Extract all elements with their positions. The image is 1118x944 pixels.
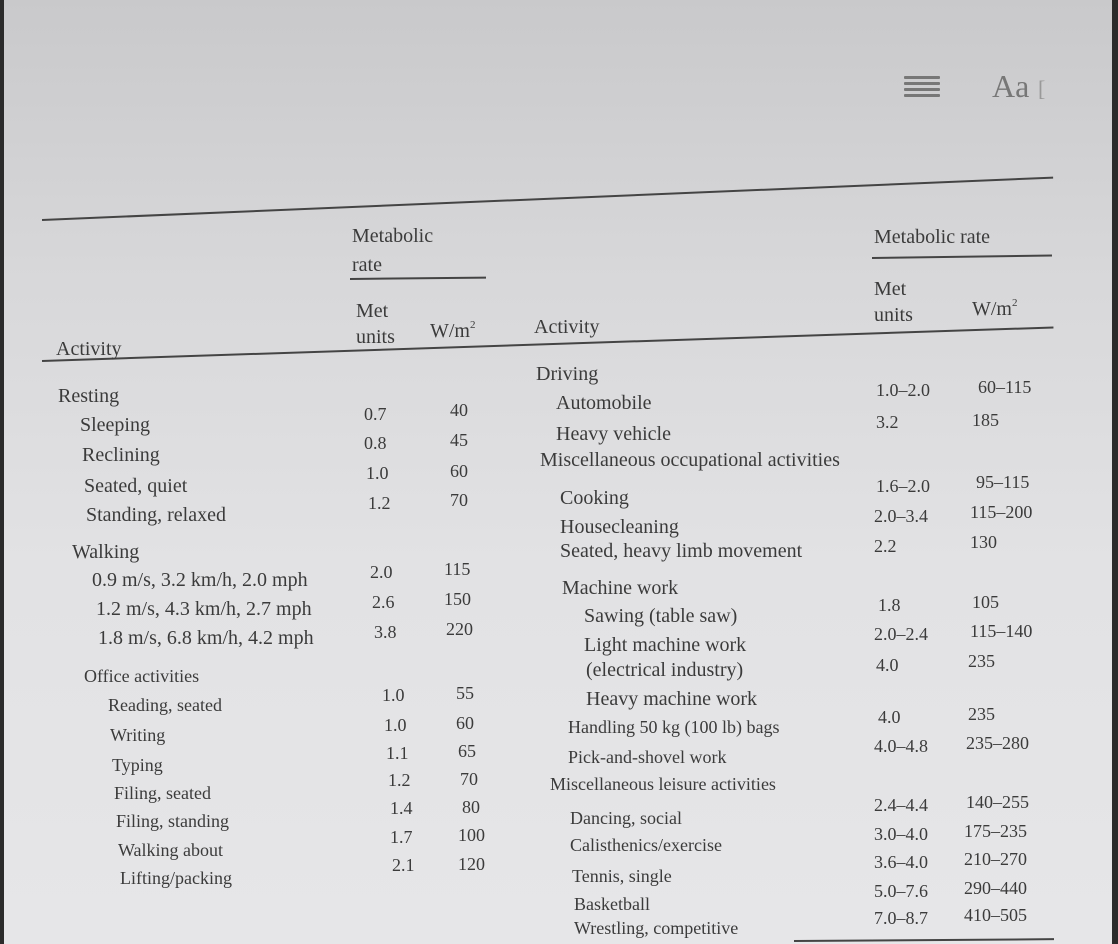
table-row-label: Pick-and-shovel work xyxy=(568,747,727,767)
table-row-label: (electrical industry) xyxy=(586,659,744,681)
right-metabolic-header: Metabolic rate xyxy=(874,226,991,248)
right-met-units-header: Met units xyxy=(874,278,913,326)
table-cell-met: 1.2 xyxy=(368,493,391,513)
table-cell-met: 3.6–4.0 xyxy=(874,852,928,872)
table-cell-met: 1.0–2.0 xyxy=(876,380,930,400)
table-cell-w: 235 xyxy=(968,704,995,724)
list-icon[interactable] xyxy=(904,76,940,98)
table-cell-w: 235 xyxy=(968,651,995,671)
table-cell-w: 60 xyxy=(450,461,468,481)
table-row-label: Machine work xyxy=(562,577,679,599)
table-row-label: Sawing (table saw) xyxy=(584,605,738,627)
table-cell-met: 2.1 xyxy=(392,855,415,875)
table-cell-w: 235–280 xyxy=(966,733,1029,753)
table-row-label: Typing xyxy=(112,755,163,775)
table-cell-w: 55 xyxy=(456,683,474,703)
table-cell-w: 115–200 xyxy=(970,502,1033,522)
table-cell-met: 1.7 xyxy=(390,827,413,847)
table-cell-met: 1.1 xyxy=(386,743,409,763)
left-metabolic-header: Metabolic rate xyxy=(352,225,434,276)
table-cell-met: 4.0 xyxy=(878,707,901,727)
table-top-rule xyxy=(42,177,1053,221)
table-cell-met: 1.2 xyxy=(388,770,411,790)
table-row-label: Basketball xyxy=(574,894,650,914)
left-wm2-header: $W/m^2$ xyxy=(430,319,476,342)
table-cell-met: 3.2 xyxy=(876,412,899,432)
font-size-icon[interactable]: Aa xyxy=(992,68,1030,104)
table-row-label: 1.2 m/s, 4.3 km/h, 2.7 mph xyxy=(96,598,312,620)
table-cell-w: 120 xyxy=(458,854,485,874)
table-cell-met: 1.0 xyxy=(366,463,389,483)
table-row-label: Resting xyxy=(58,385,120,407)
table-cell-w: 150 xyxy=(444,589,471,609)
table-cell-w: 290–440 xyxy=(964,878,1027,898)
table-cell-w: 60 xyxy=(456,713,474,733)
table-cell-w: 70 xyxy=(450,490,468,510)
table-cell-w: 95–115 xyxy=(976,472,1030,492)
table-cell-met: 1.0 xyxy=(384,715,407,735)
table-row-label: Miscellaneous occupational activities xyxy=(540,449,840,471)
table-cell-met: 1.4 xyxy=(390,798,413,818)
table-row-label: Walking xyxy=(72,541,140,563)
table-cell-w: 105 xyxy=(972,592,999,612)
table-cell-met: 2.0–2.4 xyxy=(874,624,928,644)
table-row-label: Sleeping xyxy=(80,414,150,436)
table-row-label: Standing, relaxed xyxy=(86,504,226,526)
table-row-label: Tennis, single xyxy=(572,866,672,886)
table-row-label: Cooking xyxy=(560,487,629,509)
table-cell-met: 2.0–3.4 xyxy=(874,506,928,526)
table-row-label: Light machine work xyxy=(584,634,747,656)
table-row-label: Wrestling, competitive xyxy=(574,918,739,938)
table-cell-met: 3.0–4.0 xyxy=(874,824,928,844)
table-cell-w: 100 xyxy=(458,825,485,845)
right-wm2-header: $W/m^2$ xyxy=(972,297,1018,320)
table-cell-met: 0.8 xyxy=(364,433,387,453)
table-row-label: Seated, heavy limb movement xyxy=(560,540,803,562)
table-row-label: Writing xyxy=(110,725,166,745)
table-row-label: Reclining xyxy=(82,444,160,466)
table-cell-w: 115–140 xyxy=(970,621,1033,641)
table-row-label: 0.9 m/s, 3.2 km/h, 2.0 mph xyxy=(92,569,308,591)
table-cell-w: 45 xyxy=(450,430,468,450)
table-row-label: Heavy vehicle xyxy=(556,423,671,445)
table-row-label: Handling 50 kg (100 lb) bags xyxy=(568,717,780,737)
table-row-label: Miscellaneous leisure activities xyxy=(550,774,776,794)
table-row-label: Driving xyxy=(536,363,599,385)
table-row-label: 1.8 m/s, 6.8 km/h, 4.2 mph xyxy=(98,627,314,649)
left-activity-header: Activity xyxy=(56,338,122,360)
table-cell-w: 60–115 xyxy=(978,377,1032,397)
table-cell-w: 410–505 xyxy=(964,905,1027,925)
table-row-label: Reading, seated xyxy=(108,695,222,715)
left-met-units-header: Met units xyxy=(356,300,395,348)
table-bottom-rule xyxy=(794,938,1054,941)
table-cell-met: 3.8 xyxy=(374,622,397,642)
table-cell-met: 2.0 xyxy=(370,562,393,582)
table-cell-met: 1.6–2.0 xyxy=(876,476,930,496)
table-cell-met: 1.8 xyxy=(878,595,901,615)
table-cell-met: 4.0–4.8 xyxy=(874,736,928,756)
table-row-label: Office activities xyxy=(84,666,200,686)
table-row-label: Calisthenics/exercise xyxy=(570,835,722,855)
table-row-label: Filing, standing xyxy=(116,811,230,831)
table-cell-w: 210–270 xyxy=(964,849,1027,869)
table-row-label: Lifting/packing xyxy=(120,868,232,888)
table-row-label: Walking about xyxy=(118,840,224,860)
table-cell-w: 175–235 xyxy=(964,821,1027,841)
right-metabolic-rule xyxy=(872,254,1052,258)
table-cell-w: 40 xyxy=(450,400,468,420)
table-row-label: Seated, quiet xyxy=(84,475,188,497)
table-cell-met: 0.7 xyxy=(364,404,387,424)
book-page xyxy=(4,0,1112,944)
table-cell-met: 2.6 xyxy=(372,592,395,612)
table-cell-met: 2.4–4.4 xyxy=(874,795,928,815)
table-cell-met: 2.2 xyxy=(874,536,897,556)
right-activity-header: Activity xyxy=(534,316,600,338)
table-cell-met: 5.0–7.6 xyxy=(874,881,928,901)
table-row-label: Filing, seated xyxy=(114,783,211,803)
page-edge-icon: [ xyxy=(1038,76,1046,101)
table-row-label: Housecleaning xyxy=(560,516,679,538)
table-cell-met: 1.0 xyxy=(382,685,405,705)
table-cell-w: 65 xyxy=(458,741,476,761)
table-cell-w: 220 xyxy=(446,619,473,639)
table-cell-w: 140–255 xyxy=(966,792,1029,812)
table-cell-met: 7.0–8.7 xyxy=(874,908,928,928)
table-cell-w: 115 xyxy=(444,559,471,579)
table-cell-w: 70 xyxy=(460,769,478,789)
reader-toolbar xyxy=(904,62,1104,112)
table-row-label: Automobile xyxy=(556,392,652,414)
table-cell-w: 185 xyxy=(972,410,999,430)
table-row-label: Dancing, social xyxy=(570,808,682,828)
table-cell-w: 130 xyxy=(970,532,997,552)
table-row-label: Heavy machine work xyxy=(586,688,758,710)
table-cell-w: 80 xyxy=(462,797,480,817)
table-cell-met: 4.0 xyxy=(876,655,899,675)
